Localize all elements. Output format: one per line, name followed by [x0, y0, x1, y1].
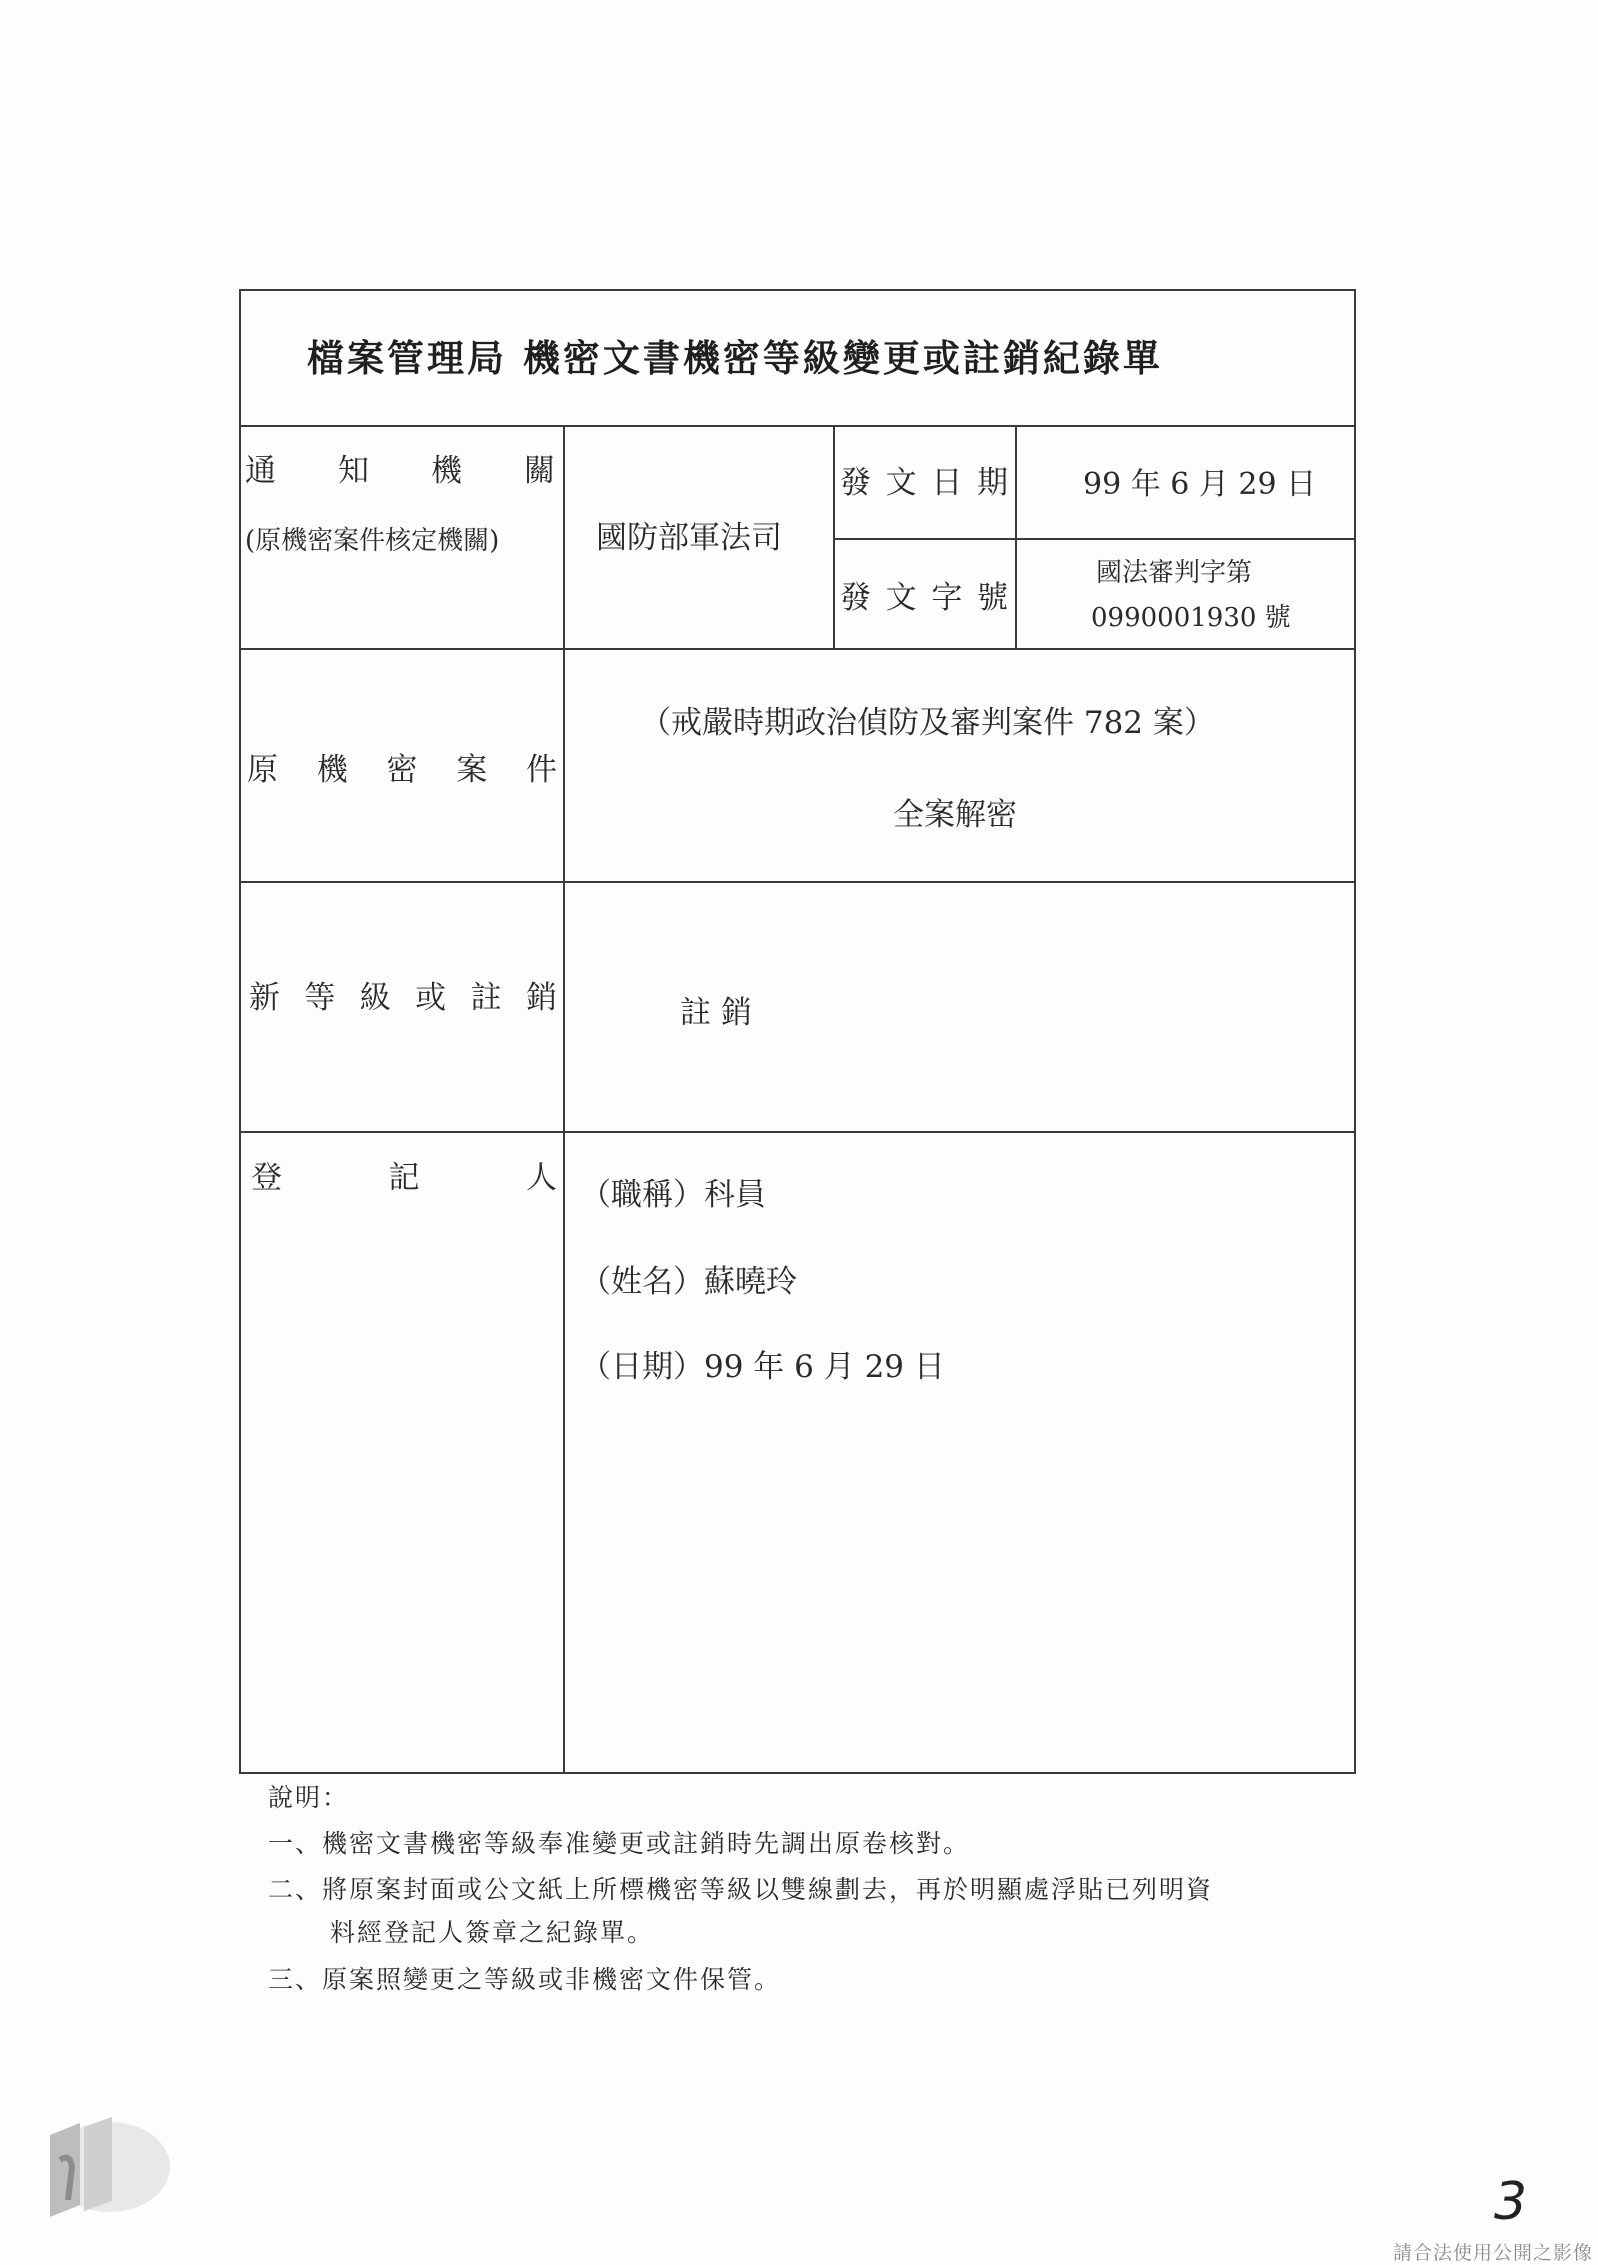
label-char: 文: [885, 580, 917, 616]
label-char: 發: [840, 580, 871, 616]
rule-agency-column: [833, 425, 835, 648]
label-char: 知: [338, 453, 369, 489]
label-char: 級: [359, 980, 391, 1016]
original-case-description: （戒嚴時期政治偵防及審判案件 782 案）: [640, 705, 1215, 741]
form-title: 檔案管理局 機密文書機密等級變更或註銷紀錄單: [307, 336, 1163, 380]
rule-row2-bottom: [239, 881, 1356, 883]
label-char: 件: [526, 752, 557, 788]
label-char: 記: [388, 1160, 420, 1196]
page-number: 3: [1494, 2172, 1528, 2232]
label-char: 人: [526, 1160, 557, 1196]
rule-date-docno: [833, 538, 1356, 540]
label-char: 字: [931, 580, 963, 616]
original-case-label: [247, 752, 557, 788]
archives-logo-icon: [40, 2105, 170, 2225]
rule-label-column: [563, 425, 565, 1774]
label-char: 等: [304, 980, 336, 1016]
spread4-chars: [247, 752, 557, 788]
label-char: 銷: [525, 980, 557, 1016]
label-char: 期: [976, 465, 1008, 501]
original-case-status: 全案解密: [893, 797, 1017, 833]
label-char: 登: [251, 1160, 282, 1196]
spread3-chars: [840, 580, 1008, 616]
spread5-chars: [249, 980, 557, 1016]
note-item-2a: 二、將原案封面或公文紙上所標機密等級以雙線劃去，再於明顯處浮貼已列明資: [268, 1875, 1214, 1904]
new-level-value: 註 銷: [680, 995, 752, 1031]
spread2-chars: [840, 465, 1008, 501]
notifying-agency-label: [245, 453, 555, 489]
registrar-label: [251, 1160, 557, 1196]
note-item-3: 三、原案照變更之等級或非機密文件保管。: [268, 1965, 782, 1994]
new-level-label: [249, 980, 557, 1016]
original-agency-sublabel: (原機密案件核定機關): [245, 526, 500, 556]
notes-heading: 說明：: [268, 1783, 350, 1812]
label-char: 密: [386, 752, 418, 788]
rule-field-column: [1015, 425, 1017, 648]
label-char: 日: [931, 465, 963, 501]
registrar-title: （職稱）科員: [580, 1177, 766, 1213]
issue-date-label: [840, 465, 1008, 501]
label-char: 文: [885, 465, 917, 501]
registrar-date: （日期）99 年 6 月 29 日: [580, 1349, 945, 1385]
rule-row1-bottom: [239, 648, 1356, 650]
label-char: 案: [456, 752, 488, 788]
note-item-1: 一、機密文書機密等級奉准變更或註銷時先調出原卷核對。: [268, 1829, 971, 1858]
label-char: 發: [840, 465, 871, 501]
document-number-line1: 國法審判字第: [1096, 558, 1253, 588]
spread1-chars: [245, 453, 555, 489]
document-number-line2: 0990001930 號: [1091, 603, 1291, 633]
label-char: 原: [247, 752, 278, 788]
label-char: 機: [431, 453, 462, 489]
label-char: 機: [316, 752, 348, 788]
issue-date-value: 99 年 6 月 29 日: [1083, 467, 1317, 502]
rule-title-bottom: [239, 425, 1356, 427]
label-char: 註: [470, 980, 502, 1016]
footer-notice: 請合法使用公開之影像: [1393, 2242, 1594, 2264]
label-char: 號: [976, 580, 1008, 616]
label-char: 或: [415, 980, 447, 1016]
agency-value: 國防部軍法司: [596, 520, 782, 556]
label-char: 關: [524, 453, 555, 489]
rule-row3-bottom: [239, 1131, 1356, 1133]
spread6-chars: [251, 1160, 557, 1196]
document-number-label: [840, 580, 1008, 616]
note-item-2b: 料經登記人簽章之紀錄單。: [330, 1918, 655, 1947]
label-char: 通: [245, 453, 276, 489]
form-border: [239, 289, 1356, 1774]
registrar-name: （姓名）蘇曉玲: [580, 1264, 797, 1300]
label-char: 新: [249, 980, 280, 1016]
